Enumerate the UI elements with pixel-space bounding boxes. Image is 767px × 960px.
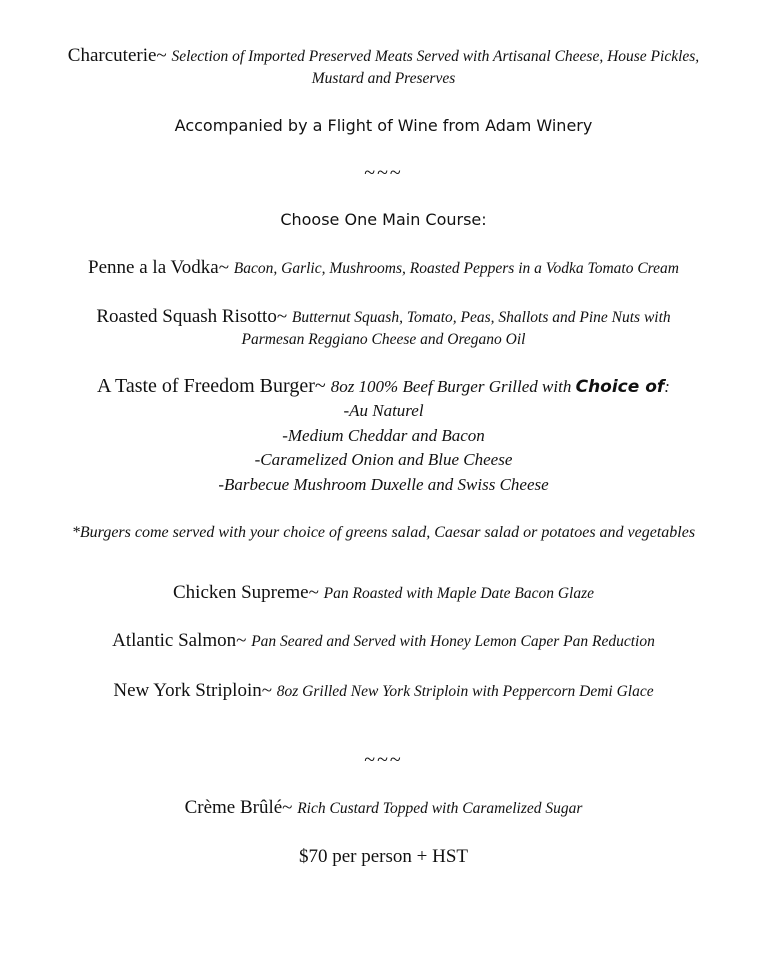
burger-colon: : [664,377,670,396]
charcuterie-description: Selection of Imported Preserved Meats Served with Artisanal Cheese, House Pickles, [171,48,700,65]
risotto-name: Roasted Squash Risotto~ [96,306,292,327]
charcuterie-description-cont: Mustard and Preserves [311,70,456,87]
risotto-description: Butternut Squash, Tomato, Peas, Shallots and Pine Nuts with [291,309,671,326]
salmon-item [0,630,767,652]
charcuterie-name: Charcuterie~ [67,45,172,66]
burger-choice-label: Choice of [575,377,665,397]
burger-sides-note: *Burgers come served with your choice of greens salad, Caesar salad or potatoes and vegetables [71,524,696,541]
creme-brulee-item [0,797,767,819]
salmon-name: Atlantic Salmon~ [112,630,252,651]
burger-name: A Taste of Freedom Burger~ [97,375,331,397]
price-per-person: $70 per person + HST [298,846,469,867]
burger-option: -Barbecue Mushroom Duxelle and Swiss Cheese [218,475,549,494]
wine-flight-note: Accompanied by a Flight of Wine from Adam Winery [174,116,593,135]
creme-brulee-description: Rich Custard Topped with Caramelized Sugar [297,800,583,817]
striploin-item [0,680,767,702]
section-divider: ~~~ [364,162,403,184]
section-divider: ~~~ [364,749,403,771]
penne-item [0,257,767,279]
striploin-description: 8oz Grilled New York Striploin with Peppercorn Demi Glace [276,683,654,700]
penne-name: Penne a la Vodka~ [88,257,234,278]
burger-option: -Au Naturel [343,401,424,420]
burger-description: 8oz 100% Beef Burger Grilled with [330,377,576,396]
chicken-description: Pan Roasted with Maple Date Bacon Glaze [323,585,594,602]
striploin-name: New York Striploin~ [113,680,277,701]
chicken-name: Chicken Supreme~ [173,582,324,603]
risotto-description-cont: Parmesan Reggiano Cheese and Oregano Oil [241,331,526,348]
risotto-item [0,306,767,328]
salmon-description: Pan Seared and Served with Honey Lemon Caper Pan Reduction [251,633,655,650]
burger-option: -Medium Cheddar and Bacon [282,426,485,445]
creme-brulee-name: Crème Brûlé~ [184,797,298,818]
burger-option: -Caramelized Onion and Blue Cheese [254,450,513,469]
charcuterie-item [0,45,767,67]
chicken-item [0,582,767,604]
penne-description: Bacon, Garlic, Mushrooms, Roasted Peppers in a Vodka Tomato Cream [233,260,679,277]
burger-item [0,375,767,398]
main-course-heading: Choose One Main Course: [280,210,487,229]
